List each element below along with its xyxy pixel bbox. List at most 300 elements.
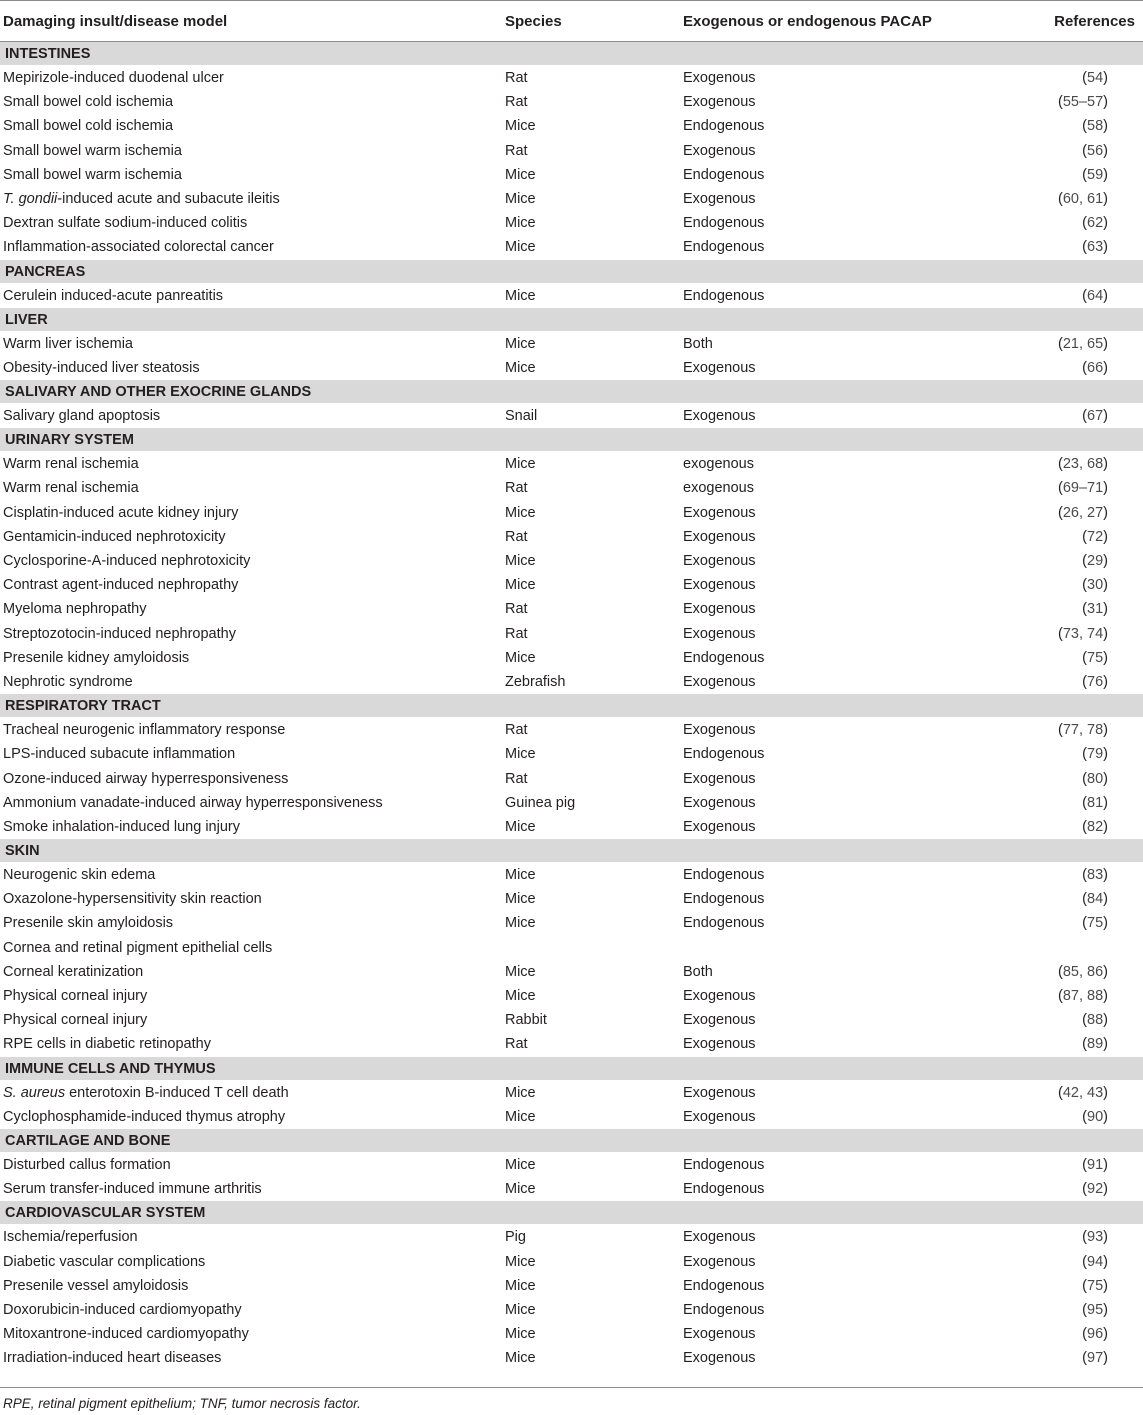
ref-paren-close: ): [1103, 963, 1108, 980]
table-row: [0, 936, 1143, 960]
cell-model: Nephrotic syndrome: [3, 673, 133, 690]
ref-numbers: 31: [1087, 601, 1104, 618]
cell-species: Mice: [505, 1253, 536, 1270]
table-row: [0, 622, 1143, 646]
ref-paren-close: ): [1103, 891, 1108, 908]
cell-pacap: Endogenous: [683, 239, 765, 256]
cell-model: [3, 190, 280, 208]
ref-paren-close: ): [1103, 70, 1108, 86]
cell-references: [1058, 479, 1108, 497]
ref-paren-close: ): [1103, 1084, 1108, 1101]
cell-model: Ozone-induced airway hyperresponsiveness: [3, 770, 289, 787]
cell-references: [1082, 1301, 1108, 1319]
table-row: [0, 1032, 1143, 1056]
cell-model: Neurogenic skin edema: [3, 867, 156, 884]
cell-references: [1082, 238, 1108, 256]
ref-numbers: 73, 74: [1062, 625, 1104, 642]
ref-numbers: 54: [1087, 70, 1104, 86]
cell-species: Mice: [505, 746, 536, 763]
table-row: [0, 984, 1143, 1008]
ref-paren-open: (: [1082, 1181, 1088, 1198]
table-row: [0, 718, 1143, 742]
cell-model: Presenile vessel amyloidosis: [3, 1277, 189, 1294]
cell-pacap: Endogenous: [683, 746, 765, 763]
cell-species: Pig: [505, 1229, 526, 1246]
cell-species: Mice: [505, 818, 536, 835]
cell-model: Small bowel warm ischemia: [3, 142, 182, 159]
cell-references: [1058, 721, 1108, 739]
cell-references: [1082, 914, 1108, 932]
ref-paren-close: ): [1103, 1181, 1108, 1198]
cell-pacap: Exogenous: [683, 1229, 756, 1246]
cell-species: Rat: [505, 722, 528, 739]
cell-model: Tracheal neurogenic inflammatory response: [3, 722, 286, 739]
ref-numbers: 56: [1087, 142, 1104, 159]
table-row: [0, 646, 1143, 670]
table-row: [0, 1105, 1143, 1129]
cell-references: [1082, 1349, 1108, 1367]
cell-references: [1082, 1228, 1108, 1246]
ref-paren-close: ): [1103, 673, 1108, 690]
cell-model: Disturbed callus formation: [3, 1156, 171, 1173]
cell-references: [1082, 287, 1108, 305]
ref-paren-close: ): [1103, 1326, 1108, 1343]
ref-paren-close: ): [1103, 408, 1108, 425]
cell-model: Ammonium vanadate-induced airway hyperresponsiveness: [3, 794, 383, 811]
ref-numbers: 75: [1087, 649, 1104, 666]
cell-references: [1058, 93, 1108, 111]
cell-references: [1082, 69, 1108, 87]
cell-model: Cyclosporine-A-induced nephrotoxicity: [3, 553, 251, 569]
cell-pacap: Exogenous: [683, 142, 756, 159]
cell-references: [1082, 576, 1108, 594]
cell-model-text: -induced acute and subacute ileitis: [57, 190, 280, 207]
cell-references: [1082, 528, 1108, 546]
cell-species: Guinea pig: [505, 794, 576, 811]
ref-paren-close: ): [1103, 625, 1108, 642]
cell-pacap: Endogenous: [683, 215, 765, 232]
table-row: [0, 501, 1143, 525]
cell-species: Rat: [505, 625, 528, 642]
section-header: [0, 839, 1143, 862]
cell-species: Mice: [505, 1084, 536, 1101]
cell-model: Myeloma nephropathy: [3, 601, 147, 618]
ref-paren-close: ): [1103, 577, 1108, 594]
section-header: [0, 42, 1143, 65]
cell-pacap: Endogenous: [683, 1301, 765, 1318]
ref-paren-open: (: [1082, 818, 1088, 835]
ref-paren-close: ): [1103, 166, 1108, 183]
ref-paren-close: ): [1103, 1156, 1108, 1173]
cell-species: Mice: [505, 335, 536, 352]
ref-numbers: 58: [1087, 118, 1104, 135]
ref-numbers: 76: [1087, 673, 1104, 690]
ref-paren-close: ): [1103, 818, 1108, 835]
table-row: [0, 452, 1143, 476]
cell-species: Snail: [505, 408, 538, 425]
ref-numbers: 63: [1087, 239, 1104, 256]
table-row: [0, 791, 1143, 815]
table-row: [0, 1274, 1143, 1298]
cell-pacap: Exogenous: [683, 1350, 756, 1367]
ref-paren-close: ): [1103, 553, 1108, 569]
cell-model: Doxorubicin-induced cardiomyopathy: [3, 1301, 242, 1318]
table-body: [0, 42, 1143, 1370]
cell-pacap: Endogenous: [683, 1277, 765, 1294]
ref-paren-open: (: [1057, 456, 1063, 473]
table-row: [0, 863, 1143, 887]
table-row: [0, 211, 1143, 235]
cell-references: [1082, 407, 1108, 425]
cell-pacap: Exogenous: [683, 1253, 756, 1270]
cell-species: Mice: [505, 867, 536, 884]
section-label: CARDIOVASCULAR SYSTEM: [5, 1205, 206, 1222]
cell-references: [1082, 1253, 1108, 1271]
section-label: URINARY SYSTEM: [5, 432, 134, 449]
ref-paren-open: (: [1082, 1156, 1088, 1173]
ref-paren-open: (: [1082, 794, 1088, 811]
ref-paren-close: ): [1103, 1350, 1108, 1367]
cell-model: Streptozotocin-induced nephropathy: [3, 625, 236, 642]
cell-species: Mice: [505, 915, 536, 932]
ref-numbers: 80: [1087, 770, 1104, 787]
ref-paren-open: (: [1082, 70, 1088, 86]
ref-numbers: 94: [1087, 1253, 1104, 1270]
cell-species: Mice: [505, 1108, 536, 1125]
cell-references: [1082, 214, 1108, 232]
ref-paren-close: ): [1103, 794, 1108, 811]
section-header: [0, 1057, 1143, 1080]
cell-species: Mice: [505, 1350, 536, 1367]
cell-species: Mice: [505, 166, 536, 183]
cell-model: LPS-induced subacute inflammation: [3, 746, 236, 763]
cell-references: [1058, 190, 1108, 208]
cell-pacap: Exogenous: [683, 1036, 756, 1053]
cell-references: [1082, 770, 1108, 788]
cell-model: Warm liver ischemia: [3, 335, 133, 352]
cell-references: [1058, 455, 1108, 473]
cell-species: Mice: [505, 456, 536, 473]
cell-model: Diabetic vascular complications: [3, 1253, 206, 1270]
ref-numbers: 93: [1087, 1229, 1104, 1246]
ref-numbers: 55–57: [1062, 94, 1104, 111]
cell-pacap: Exogenous: [683, 504, 756, 521]
ref-paren-close: ): [1103, 770, 1108, 787]
ref-numbers: 30: [1087, 577, 1104, 594]
cell-references: [1082, 649, 1108, 667]
table-row: [0, 573, 1143, 597]
cell-references: [1082, 745, 1108, 763]
ref-numbers: 95: [1087, 1301, 1104, 1318]
ref-paren-close: ): [1103, 988, 1108, 1004]
table-row: [0, 670, 1143, 694]
cell-pacap: Endogenous: [683, 1156, 765, 1173]
ref-paren-open: (: [1082, 1326, 1088, 1343]
cell-pacap: Exogenous: [683, 1108, 756, 1125]
cell-references: [1058, 1084, 1108, 1102]
ref-paren-close: ): [1103, 480, 1108, 497]
cell-model: Contrast agent-induced nephropathy: [3, 577, 239, 594]
cell-pacap: Endogenous: [683, 287, 765, 304]
ref-numbers: 84: [1087, 891, 1104, 908]
ref-paren-open: (: [1057, 988, 1063, 1004]
ref-numbers: 88: [1087, 1012, 1104, 1029]
cell-pacap: Exogenous: [683, 553, 756, 569]
ref-paren-open: (: [1082, 577, 1088, 594]
ref-paren-open: (: [1082, 1108, 1088, 1125]
ref-numbers: 75: [1087, 1277, 1104, 1294]
table-row: [0, 525, 1143, 549]
ref-paren-close: ): [1103, 1301, 1108, 1318]
cell-model: Small bowel warm ischemia: [3, 166, 182, 183]
cell-species: Mice: [505, 1181, 536, 1198]
cell-references: [1082, 142, 1108, 160]
cell-model: Physical corneal injury: [3, 988, 148, 1004]
ref-numbers: 69–71: [1062, 480, 1104, 497]
cell-model: Cyclophosphamide-induced thymus atrophy: [3, 1108, 286, 1125]
cell-species: Mice: [505, 239, 536, 256]
cell-model: Warm renal ischemia: [3, 456, 139, 473]
cell-species: Rabbit: [505, 1012, 547, 1029]
cell-references: [1082, 1011, 1108, 1029]
cell-pacap: Exogenous: [683, 988, 756, 1004]
ref-paren-open: (: [1082, 1350, 1088, 1367]
section-header: [0, 694, 1143, 717]
ref-paren-close: ): [1103, 287, 1108, 304]
cell-model-text: enterotoxin B-induced T cell death: [65, 1084, 289, 1101]
cell-model: Irradiation-induced heart diseases: [3, 1350, 222, 1367]
cell-references: [1082, 1180, 1108, 1198]
cell-pacap: Exogenous: [683, 770, 756, 787]
cell-references: [1058, 335, 1108, 353]
ref-numbers: 42, 43: [1062, 1084, 1104, 1101]
ref-paren-open: (: [1082, 601, 1088, 618]
cell-model: Mepirizole-induced duodenal ulcer: [3, 70, 224, 86]
cell-pacap: Exogenous: [683, 673, 756, 690]
cell-references: [1082, 794, 1108, 812]
ref-paren-close: ): [1103, 1253, 1108, 1270]
ref-paren-close: ): [1103, 1036, 1108, 1053]
cell-species: Mice: [505, 649, 536, 666]
section-label: CARTILAGE AND BONE: [5, 1132, 171, 1149]
table-row: [0, 960, 1143, 984]
table-row: [0, 1153, 1143, 1177]
cell-species: Rat: [505, 142, 528, 159]
ref-paren-open: (: [1082, 649, 1088, 666]
cell-model: Ischemia/reperfusion: [3, 1229, 138, 1246]
cell-model: Warm renal ischemia: [3, 480, 139, 497]
cell-pacap: Exogenous: [683, 625, 756, 642]
cell-references: [1082, 166, 1108, 184]
cell-references: [1082, 1108, 1108, 1126]
cell-pacap: Exogenous: [683, 359, 756, 376]
cell-species: Mice: [505, 359, 536, 376]
ref-paren-open: (: [1082, 142, 1088, 159]
cell-species: Mice: [505, 190, 536, 207]
cell-pacap: Exogenous: [683, 794, 756, 811]
cell-model: Mitoxantrone-induced cardiomyopathy: [3, 1326, 249, 1343]
table-row: [0, 1298, 1143, 1322]
ref-paren-open: (: [1057, 480, 1063, 497]
ref-paren-close: ): [1103, 746, 1108, 763]
ref-paren-open: (: [1057, 1084, 1063, 1101]
ref-numbers: 29: [1087, 553, 1104, 569]
ref-paren-close: ): [1103, 215, 1108, 232]
cell-species: Mice: [505, 1301, 536, 1318]
cell-species: Mice: [505, 504, 536, 521]
ref-paren-close: ): [1103, 118, 1108, 135]
ref-paren-open: (: [1082, 166, 1088, 183]
cell-model: Oxazolone-hypersensitivity skin reaction: [3, 891, 262, 908]
table-header: [0, 0, 1143, 42]
cell-pacap: Exogenous: [683, 1012, 756, 1029]
ref-numbers: 77, 78: [1062, 722, 1104, 739]
ref-paren-open: (: [1082, 1012, 1088, 1029]
header-species: Species: [505, 13, 562, 30]
header-model: Damaging insult/disease model: [3, 13, 228, 30]
cell-references: [1082, 890, 1108, 908]
cell-model: Gentamicin-induced nephrotoxicity: [3, 528, 226, 545]
cell-references: [1058, 963, 1108, 981]
ref-numbers: 62: [1087, 215, 1104, 232]
cell-species: Mice: [505, 1156, 536, 1173]
section-label: INTESTINES: [5, 46, 91, 62]
cell-pacap: Endogenous: [683, 891, 765, 908]
table-row: [0, 1008, 1143, 1032]
table-row: [0, 66, 1143, 90]
cell-pacap: Both: [683, 963, 713, 980]
table-row: [0, 1225, 1143, 1249]
table-row: [0, 815, 1143, 839]
cell-species: Mice: [505, 1326, 536, 1343]
cell-species: Mice: [505, 891, 536, 908]
cell-pacap: Exogenous: [683, 577, 756, 594]
section-header: [0, 380, 1143, 403]
ref-numbers: 91: [1087, 1156, 1104, 1173]
cell-pacap: Endogenous: [683, 166, 765, 183]
cell-model: Presenile kidney amyloidosis: [3, 649, 190, 666]
cell-species: Mice: [505, 118, 536, 135]
ref-numbers: 85, 86: [1062, 963, 1104, 980]
cell-model: Cerulein induced-acute panreatitis: [3, 287, 224, 304]
ref-paren-close: ): [1103, 1277, 1108, 1294]
ref-paren-open: (: [1082, 408, 1088, 425]
ref-paren-open: (: [1082, 891, 1088, 908]
table-row: [0, 597, 1143, 621]
ref-paren-open: (: [1082, 1229, 1088, 1246]
cell-references: [1082, 552, 1108, 570]
cell-pacap: Exogenous: [683, 94, 756, 111]
ref-paren-close: ): [1103, 528, 1108, 545]
ref-paren-open: (: [1057, 722, 1063, 739]
section-label: SKIN: [5, 843, 40, 860]
cell-references: [1082, 818, 1108, 836]
ref-paren-open: (: [1082, 1301, 1088, 1318]
ref-paren-close: ): [1103, 142, 1108, 159]
table-row: [0, 887, 1143, 911]
cell-pacap: Endogenous: [683, 118, 765, 135]
table-row: [0, 139, 1143, 163]
cell-references: [1082, 117, 1108, 135]
cell-model: Cisplatin-induced acute kidney injury: [3, 504, 239, 521]
cell-species: Rat: [505, 94, 528, 111]
ref-numbers: 21, 65: [1062, 335, 1104, 352]
ref-numbers: 83: [1087, 867, 1104, 884]
cell-pacap: Both: [683, 335, 713, 352]
ref-paren-open: (: [1082, 1253, 1088, 1270]
ref-paren-open: (: [1082, 746, 1088, 763]
ref-numbers: 64: [1087, 287, 1104, 304]
cell-species: Mice: [505, 988, 536, 1004]
table-row: [0, 742, 1143, 766]
footnote-text: RPE, retinal pigment epithelium; TNF, tumor necrosis factor.: [3, 1396, 361, 1411]
cell-species: Mice: [505, 287, 536, 304]
ref-numbers: 72: [1087, 528, 1104, 545]
cell-pacap: Exogenous: [683, 70, 756, 86]
cell-pacap: Endogenous: [683, 649, 765, 666]
ref-paren-close: ): [1103, 335, 1108, 352]
ref-paren-open: (: [1082, 359, 1088, 376]
cell-species: Mice: [505, 553, 536, 569]
table-row: [0, 332, 1143, 356]
table-row: [0, 284, 1143, 308]
ref-numbers: 59: [1087, 166, 1104, 183]
cell-species: Mice: [505, 577, 536, 594]
table-row: [0, 114, 1143, 138]
ref-paren-close: ): [1103, 504, 1108, 521]
table-row: [0, 767, 1143, 791]
section-label: RESPIRATORY TRACT: [5, 698, 161, 715]
cell-model: [3, 1084, 289, 1102]
ref-paren-open: (: [1057, 963, 1063, 980]
section-label: PANCREAS: [5, 263, 86, 280]
ref-paren-open: (: [1082, 867, 1088, 884]
table-row: [0, 1346, 1143, 1370]
section-label: IMMUNE CELLS AND THYMUS: [5, 1060, 216, 1077]
cell-species: Rat: [505, 770, 528, 787]
cell-model: RPE cells in diabetic retinopathy: [3, 1036, 211, 1053]
cell-model: Dextran sulfate sodium-induced colitis: [3, 215, 248, 232]
ref-paren-open: (: [1057, 190, 1063, 207]
table-row: [0, 549, 1143, 573]
ref-paren-open: (: [1057, 94, 1063, 111]
cell-species: Mice: [505, 963, 536, 980]
ref-paren-close: ): [1103, 1108, 1108, 1125]
ref-paren-close: ): [1103, 1229, 1108, 1246]
ref-numbers: 87, 88: [1062, 988, 1104, 1004]
cell-species: Rat: [505, 1036, 528, 1053]
header-pacap: Exogenous or endogenous PACAP: [683, 13, 932, 30]
ref-paren-open: (: [1082, 287, 1088, 304]
ref-paren-open: (: [1057, 335, 1063, 352]
cell-species: Mice: [505, 1277, 536, 1294]
cell-model: Inflammation-associated colorectal cancer: [3, 239, 274, 256]
table-row: [0, 235, 1143, 259]
cell-pacap: Endogenous: [683, 867, 765, 884]
cell-model-italic: T. gondii: [3, 190, 58, 207]
cell-references: [1082, 1156, 1108, 1174]
cell-model-italic: S. aureus: [3, 1084, 66, 1101]
ref-paren-open: (: [1082, 1036, 1088, 1053]
ref-paren-close: ): [1103, 649, 1108, 666]
ref-paren-close: ): [1103, 915, 1108, 932]
cell-references: [1082, 1277, 1108, 1295]
cell-species: Rat: [505, 528, 528, 545]
cell-model: Salivary gland apoptosis: [3, 408, 161, 425]
ref-numbers: 97: [1087, 1350, 1104, 1367]
cell-references: [1082, 673, 1108, 691]
section-header: [0, 428, 1143, 451]
